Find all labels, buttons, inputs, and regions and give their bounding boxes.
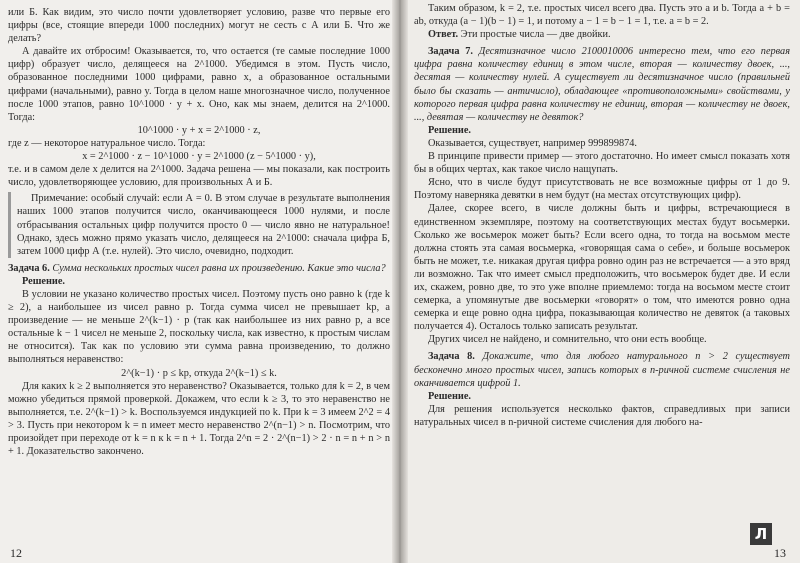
task-8	[414, 350, 790, 429]
paragraph: В принципе привести пример — этого достаточно. Но имеет смысл показать хотя бы в общих чертах, как такое число нащупать.	[414, 151, 790, 176]
solution-label: Решение.	[22, 275, 65, 287]
page-number: 12	[10, 545, 22, 560]
answer-text: Эти простые числа — две двойки.	[460, 29, 611, 41]
book-gutter	[392, 0, 408, 563]
solution-label: Решение.	[428, 390, 471, 402]
paragraph: А давайте их отбросим! Оказывается, то, что остается (те самые последние 1000 цифр) образует число, делящееся на 2^1000. Убедимся в этом. Пусть число, образованное последними 1000 цифрами, равно x, а образованное остальными цифрами (начальными), равно y. Тогда в целом наше многозначное число, полученное после 1000 этапов, равно 10^1000 · y + x. Оно, как мы знаем, делится на 2^1000. Тогда:	[8, 46, 390, 123]
page-number: 13	[774, 545, 786, 560]
paragraph: Оказывается, существует, например 999899874.	[428, 137, 637, 149]
paragraph: В условии не указано количество простых чисел. Поэтому пусть оно равно k (где k ≥ 2), а наибольшее из чисел равно p. Тогда сумма чисел не превышает kp, а произведение — не меньше 2^(k−1) · p (так как наибольшее из них равно p, а все остальные k − 1 чисел не меньше 2, поскольку числа, как известно, к простым числам не относится). Так как по условию эти сумма равна произведению, то должно выполняться неравенство:	[8, 288, 390, 366]
paragraph: Для каких k ≥ 2 выполняется это неравенство? Оказывается, только для k = 2, в чем можно убедиться прямой проверкой. Докажем, что если k ≥ 3, то это неравенство не выполняется, т.е. 2^(k−1) > k. Воспользуемся индукцией по k. При k = 3 имеем 2^2 = 4 > 3. Пусть при некотором k = n имеет место неравенство 2^(n−1) > n. Посмотрим, что произойдет при переходе от k = n к k = n + 1. Тогда 2^n = 2 · 2^(n−1) > 2 · n = n + n > n + 1. Доказательство закончено.	[8, 380, 390, 458]
publisher-logo-icon: Л	[750, 523, 772, 545]
solution-label: Решение.	[428, 124, 471, 136]
paragraph: где z — некоторое натуральное число. Тогда:	[8, 137, 206, 149]
left-page	[0, 0, 398, 563]
paragraph: Других чисел не найдено, и сомнительно, что они есть вообще.	[428, 334, 707, 346]
formula: 10^1000 · y + x = 2^1000 · z,	[137, 124, 261, 136]
paragraph: Далее, скорее всего, в числе должны быть и цифры, встречающиеся в единственном экземпляре, поэтому на соответствующих местах будут восьмерки. Сколько же восьмерок может быть? Если всего одна, то тогда на восьмом месте должна стоять эта самая восьмерка, «говорящая сама о себе», и больше восьмерок быть не может, т.е. никакая другая цифра ровно один раз не встречается — а это вряд ли возможно. Так что имеет смысл предположить, что восьмерок будет две. И если их, скажем, ровно две, то это уже вполне приемлемо: тогда на восьмом месте стоит семерка, а упомянутые две восьмерки «говорят» о том, что имеются ровно одна семерка и еще ровно одна цифра, показывающая количество не девяток (а таковых получается 4). Осталось только записать результат.	[414, 203, 790, 333]
paragraph: Для решения используется несколько фактов, справедливых при записи натуральных чисел в n-ричной системе счисления для любого на-	[414, 403, 790, 428]
answer	[414, 28, 790, 41]
note-block	[8, 192, 390, 257]
answer-label: Ответ.	[428, 29, 459, 41]
task-text: Сумма нескольких простых чисел равна их произведению. Какие это числа?	[52, 262, 386, 274]
note-text: Примечание: особый случай: если А = 0. В этом случае в результате выполнения наших 1000 этапов получится число, оканчивающееся 1000 нулями, и после отбрасывания остальных цифр получится просто 0 — число явно не натуральное! Однако, здесь можно прямо указать число, делящееся на 2^1000: сначала цифра Б, затем 1000 цифр А (т.е. нулей). Это число, очевидно, подходит.	[17, 193, 390, 257]
paragraph: Таким образом, k = 2, т.е. простых чисел всего два. Пусть это a и b. Тогда a + b = ab, откуда (a − 1)(b − 1) = 1, и потому a − 1 = b − 1 = 1, т.е. a = b = 2.	[414, 3, 790, 28]
formula: x = 2^1000 · z − 10^1000 · y = 2^1000 (z − 5^1000 · y),	[82, 151, 316, 163]
formula: 2^(k−1) · p ≤ kp, откуда 2^(k−1) ≤ k.	[121, 367, 277, 379]
task-text: Докажите, что для любого натурального n > 2 существует бесконечно много простых чисел, запись которых в n-ричной системе счисления не оканчивается цифрой 1.	[414, 351, 790, 389]
task-statement	[414, 45, 790, 124]
task-7	[414, 45, 790, 346]
task-6	[8, 262, 390, 458]
right-page	[402, 0, 800, 563]
task-title: Задача 6.	[8, 262, 50, 274]
paragraph: или Б. Как видим, это число почти удовлетворяет условию, разве что первые его цифры (все, стоящие впереди 1000 последних) могут не сесть с А или Б. Что же делать?	[8, 7, 390, 45]
task-title: Задача 8.	[428, 351, 475, 363]
task-statement	[8, 262, 390, 275]
paragraph: т.е. и в самом деле x делится на 2^1000. Задача решена — мы показали, как построить число, удовлетворяющее условию, для произвольных А и Б.	[8, 164, 390, 189]
task-text: Десятизначное число 2100010006 интересно тем, что его первая цифра равна количеству единиц в этом числе, вторая — количеству двоек, ..., десятая — количеству нулей. А существует ли десятизначное число (правильней было бы сказать — античисло), обладающее «противоположными» свойствами, у которого первая цифра равна количеству не единиц, вторая — количеству не двоек, ..., девятая — количеству не девяток?	[414, 46, 790, 123]
paragraph: Ясно, что в числе будут присутствовать не все возможные цифры от 1 до 9. Поэтому наверняка девятки в нем будут (на местах отсутствующих цифр).	[414, 177, 790, 202]
task-statement	[414, 350, 790, 389]
task-title: Задача 7.	[428, 46, 473, 58]
